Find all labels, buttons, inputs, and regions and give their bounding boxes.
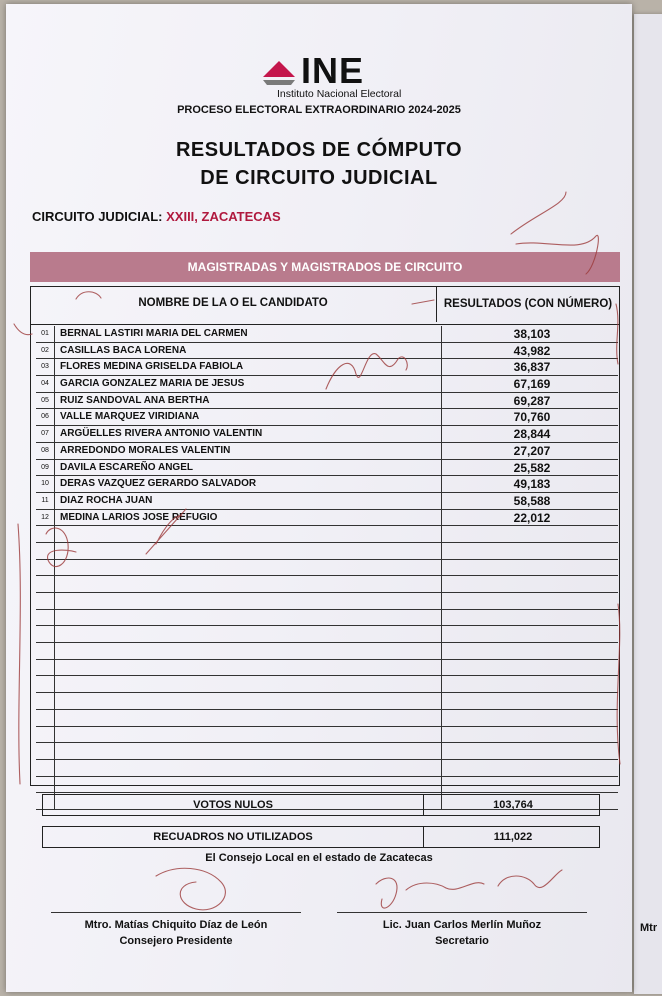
unused-boxes-row bbox=[42, 826, 600, 848]
candidate-result bbox=[441, 727, 622, 743]
table-row bbox=[36, 326, 618, 343]
table-row bbox=[36, 493, 618, 510]
blank-row bbox=[36, 643, 618, 660]
table-row bbox=[36, 343, 618, 360]
candidate-result bbox=[441, 576, 622, 592]
candidate-name: BERNAL LASTIRI MARIA DEL CARMEN bbox=[60, 328, 248, 339]
blank-row bbox=[36, 543, 618, 560]
signature-scribble bbox=[376, 870, 562, 908]
candidate-result bbox=[441, 777, 622, 793]
row-number bbox=[36, 693, 55, 709]
table-row bbox=[36, 393, 618, 410]
null-votes-row bbox=[42, 794, 600, 816]
ine-acronym: INE bbox=[301, 50, 365, 91]
header-results: RESULTADOS (CON NÚMERO) bbox=[443, 298, 613, 310]
table-row bbox=[36, 376, 618, 393]
blank-row bbox=[36, 693, 618, 710]
candidate-result: 22,012 bbox=[441, 510, 622, 526]
table-row bbox=[36, 460, 618, 477]
blank-row bbox=[36, 626, 618, 643]
row-number: 07 bbox=[36, 426, 55, 442]
signature-block-president bbox=[46, 912, 306, 949]
candidate-result bbox=[441, 760, 622, 776]
candidate-result bbox=[441, 610, 622, 626]
row-number bbox=[36, 576, 55, 592]
row-number: 10 bbox=[36, 476, 55, 492]
president-role: Consejero Presidente bbox=[119, 935, 233, 947]
candidate-result: 58,588 bbox=[441, 493, 622, 509]
null-votes-value: 103,764 bbox=[493, 799, 533, 811]
results-poster bbox=[6, 4, 632, 992]
candidate-result bbox=[441, 676, 622, 692]
circuit-label: CIRCUITO JUDICIAL: bbox=[32, 209, 163, 224]
secretary-name: Lic. Juan Carlos Merlín Muñoz bbox=[382, 919, 542, 931]
candidate-result: 36,837 bbox=[441, 359, 622, 375]
candidate-result bbox=[441, 543, 622, 559]
row-number bbox=[36, 710, 55, 726]
blank-row bbox=[36, 576, 618, 593]
row-number bbox=[36, 676, 55, 692]
candidate-result bbox=[441, 660, 622, 676]
candidate-name: VALLE MARQUEZ VIRIDIANA bbox=[60, 411, 200, 423]
row-number bbox=[36, 760, 55, 776]
signature-line bbox=[51, 912, 301, 913]
president-name: Mtro. Matías Chiquito Díaz de León bbox=[84, 919, 268, 931]
electoral-process: PROCESO ELECTORAL EXTRAORDINARIO 2024-2025 bbox=[177, 104, 461, 116]
section-banner: MAGISTRADAS Y MAGISTRADOS DE CIRCUITO bbox=[30, 252, 620, 282]
circuit-value: XXIII, ZACATECAS bbox=[166, 209, 281, 224]
signature-line bbox=[337, 912, 587, 913]
candidate-result: 28,844 bbox=[441, 426, 622, 442]
candidate-result: 38,103 bbox=[441, 326, 622, 342]
candidate-name: ARREDONDO MORALES VALENTIN bbox=[60, 444, 231, 456]
circuit-field bbox=[32, 209, 281, 224]
row-number: 06 bbox=[36, 409, 55, 425]
candidate-name: FLORES MEDINA GRISELDA FABIOLA bbox=[60, 361, 244, 373]
candidate-result: 43,982 bbox=[441, 343, 622, 359]
adjacent-sheet bbox=[634, 14, 662, 994]
row-number: 09 bbox=[36, 460, 55, 476]
table-row bbox=[36, 510, 618, 527]
candidate-result bbox=[441, 710, 622, 726]
candidate-result: 27,207 bbox=[441, 443, 622, 459]
row-number: 08 bbox=[36, 443, 55, 459]
candidate-result: 25,582 bbox=[441, 460, 622, 476]
row-number bbox=[36, 727, 55, 743]
blank-row bbox=[36, 743, 618, 760]
candidate-result bbox=[441, 643, 622, 659]
title-line-2: DE CIRCUITO JUDICIAL bbox=[200, 167, 438, 189]
blank-row bbox=[36, 560, 618, 577]
row-number: 04 bbox=[36, 376, 55, 392]
row-number bbox=[36, 526, 55, 542]
row-number bbox=[36, 593, 55, 609]
candidate-result bbox=[441, 593, 622, 609]
blank-row bbox=[36, 676, 618, 693]
table-row bbox=[36, 409, 618, 426]
adjacent-sheet-text: Mtr bbox=[640, 922, 658, 934]
row-number bbox=[36, 560, 55, 576]
blank-row bbox=[36, 710, 618, 727]
ine-logo bbox=[261, 50, 421, 104]
secretary-role: Secretario bbox=[435, 935, 489, 947]
row-number: 11 bbox=[36, 493, 55, 509]
page-title bbox=[6, 136, 632, 192]
candidate-result: 67,169 bbox=[441, 376, 622, 392]
candidate-result bbox=[441, 693, 622, 709]
candidate-name: DIAZ ROCHA JUAN bbox=[60, 494, 153, 506]
row-number bbox=[36, 543, 55, 559]
council-statement: El Consejo Local en el estado de Zacatecas bbox=[205, 852, 433, 864]
candidate-name: CASILLAS BACA LORENA bbox=[60, 344, 187, 356]
table-row bbox=[36, 359, 618, 376]
candidate-result bbox=[441, 743, 622, 759]
candidate-result: 49,183 bbox=[441, 476, 622, 492]
unused-boxes-label: RECUADROS NO UTILIZADOS bbox=[43, 827, 424, 847]
candidate-name: RUIZ SANDOVAL ANA BERTHA bbox=[60, 394, 210, 406]
blank-row bbox=[36, 760, 618, 777]
results-rows bbox=[36, 326, 618, 810]
row-number: 02 bbox=[36, 343, 55, 359]
blank-row bbox=[36, 727, 618, 744]
candidate-name: DAVILA ESCAREÑO ANGEL bbox=[60, 461, 193, 473]
table-row bbox=[36, 443, 618, 460]
candidate-name: DERAS VAZQUEZ GERARDO SALVADOR bbox=[60, 478, 257, 490]
table-row bbox=[36, 426, 618, 443]
blank-row bbox=[36, 526, 618, 543]
row-number: 01 bbox=[36, 326, 55, 342]
row-number bbox=[36, 777, 55, 793]
candidate-result bbox=[441, 626, 622, 642]
candidate-result bbox=[441, 526, 622, 542]
null-votes-label: VOTOS NULOS bbox=[43, 795, 424, 815]
row-number bbox=[36, 626, 55, 642]
header-candidate-name: NOMBRE DE LA O EL CANDIDATO bbox=[30, 286, 437, 322]
row-number bbox=[36, 743, 55, 759]
blank-row bbox=[36, 777, 618, 794]
title-line-1: RESULTADOS DE CÓMPUTO bbox=[175, 139, 463, 161]
table-row bbox=[36, 476, 618, 493]
table-header bbox=[30, 286, 618, 322]
ine-institution: Instituto Nacional Electoral bbox=[277, 88, 402, 100]
ine-diamond-icon bbox=[261, 59, 297, 89]
row-number bbox=[36, 660, 55, 676]
unused-boxes-value: 111,022 bbox=[493, 831, 533, 843]
candidate-result bbox=[441, 560, 622, 576]
candidate-name: MEDINA LARIOS JOSE REFUGIO bbox=[60, 511, 218, 523]
row-number: 12 bbox=[36, 510, 55, 526]
blank-row bbox=[36, 593, 618, 610]
candidate-result: 69,287 bbox=[441, 393, 622, 409]
header-divider bbox=[30, 324, 620, 325]
candidate-name: GARCIA GONZALEZ MARIA DE JESUS bbox=[60, 378, 245, 390]
signature-scribble bbox=[156, 868, 225, 910]
blank-row bbox=[36, 610, 618, 627]
blank-row bbox=[36, 660, 618, 677]
row-number bbox=[36, 643, 55, 659]
signature-block-secretary bbox=[332, 912, 592, 949]
row-number: 03 bbox=[36, 359, 55, 375]
row-number bbox=[36, 610, 55, 626]
candidate-name: ARGÜELLES RIVERA ANTONIO VALENTIN bbox=[60, 428, 263, 440]
candidate-result: 70,760 bbox=[441, 409, 622, 425]
row-number: 05 bbox=[36, 393, 55, 409]
